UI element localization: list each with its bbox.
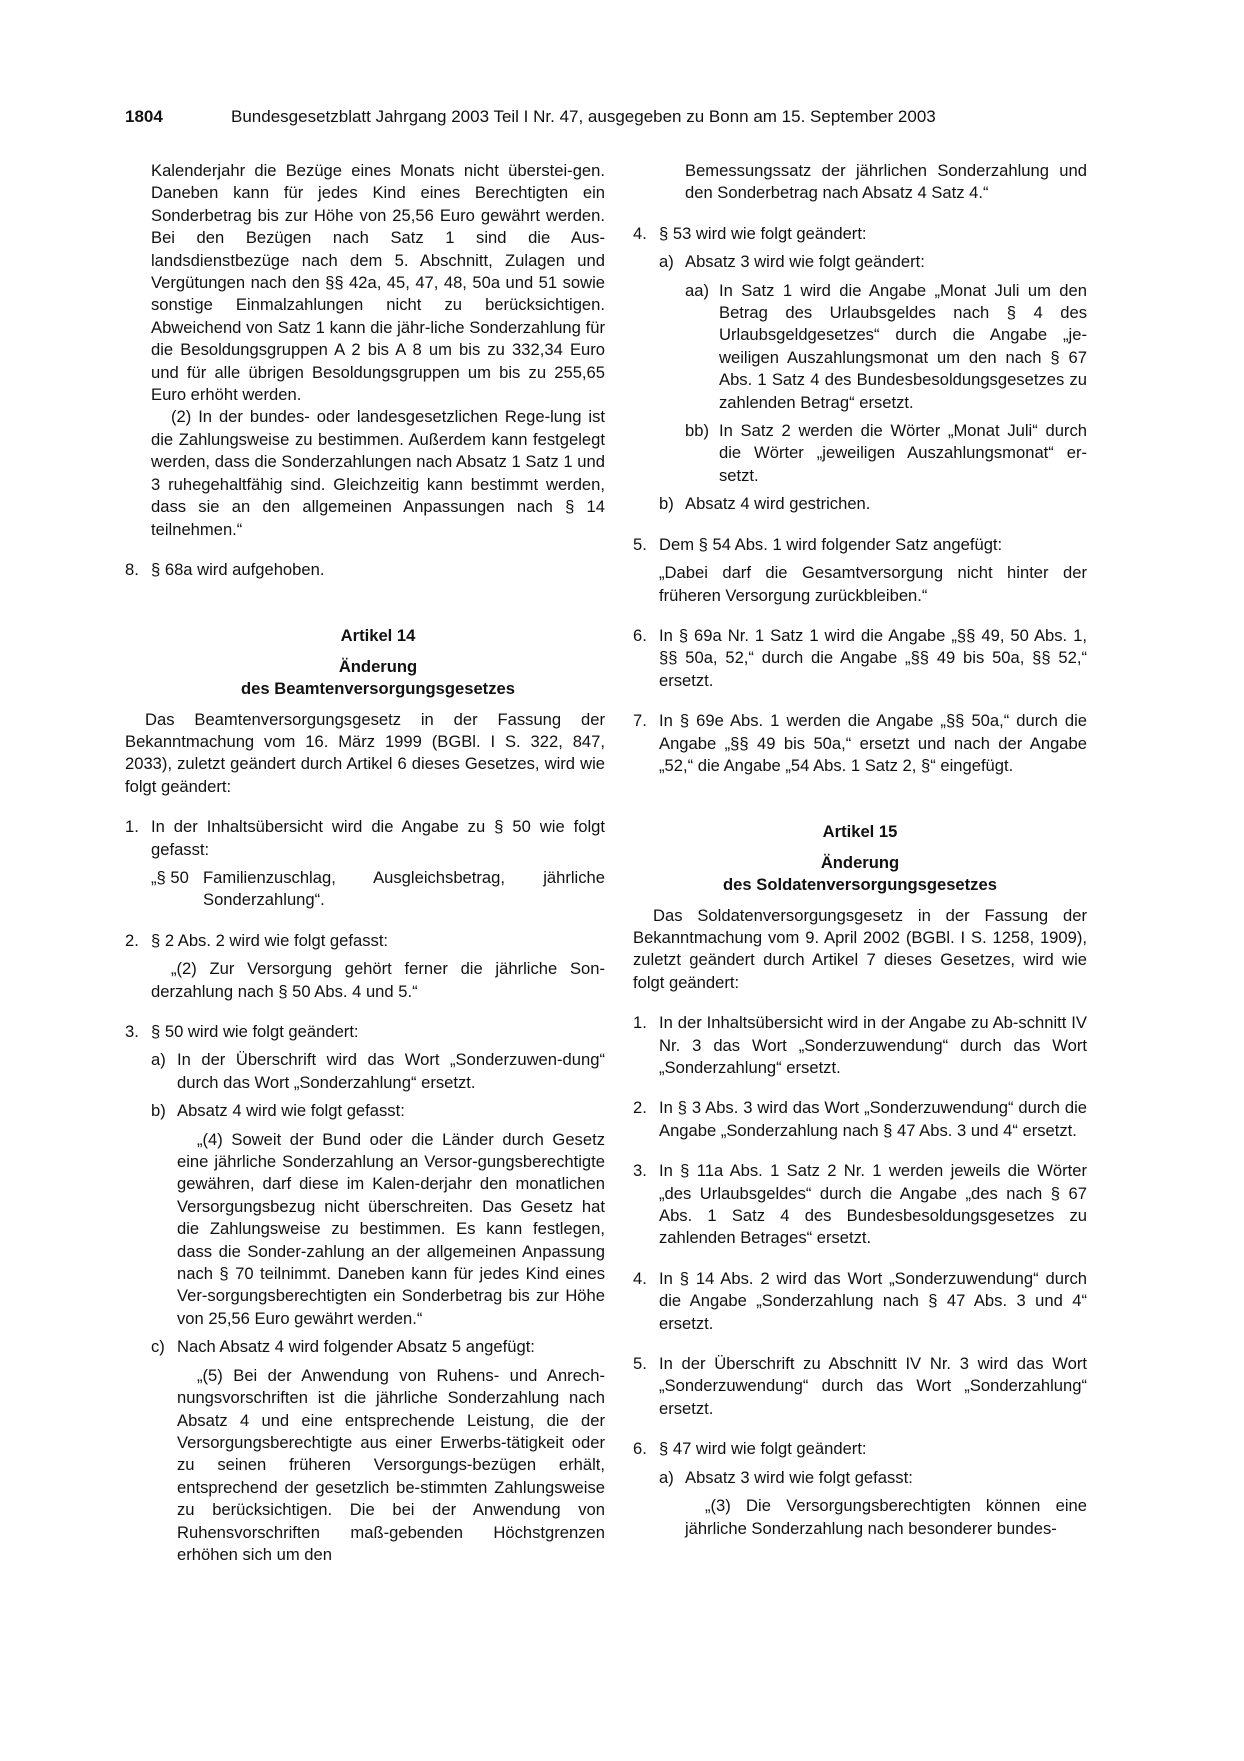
item-number: 4. <box>633 1268 647 1288</box>
page-number: 1804 <box>125 107 163 126</box>
list-item-s1 <box>633 1012 1087 1079</box>
list-item-6 <box>633 625 1087 692</box>
item-text: In Satz 1 wird die Angabe „Monat Juli um den Betrag des Urlaubsgeldes nach § 4 des Urlaubsgeldgesetzes“ durch die Angabe „je-weiligen Auszahlungsmonat um den nach § 67 Abs. 1 Satz 4 des Bundesbesoldungsgesetzes zu zahlenden Betrag“ ersetzt. <box>719 280 1087 412</box>
item-text: Absatz 4 wird gestrichen. <box>685 494 871 514</box>
item-text: In Satz 2 werden die Wörter „Monat Juli“ durch die Wörter „jeweiligen Auszahlungsmonat“ er-setzt. <box>719 421 1087 485</box>
item-number: 2. <box>125 930 139 950</box>
article-14-subtitle-2: des Beamtenversorgungsgesetzes <box>241 679 515 699</box>
item-text: § 53 wird wie folgt geändert: <box>659 223 867 243</box>
item-letter: b) <box>151 1101 166 1121</box>
list-item-8 <box>125 559 605 581</box>
list-item-s2 <box>633 1097 1087 1142</box>
article-14-subtitle: Änderung <box>338 656 418 676</box>
item-number: 1. <box>633 1013 647 1033</box>
paragraph-2: (2) In der bundes- oder landesgesetzlichen Rege-lung ist die Zahlungsweise zu bestimmen. Außerdem kann festgelegt werden, dass die Sonderzahlungen nach Absatz 1 Satz 1 und 3 ruhegehaltfähig sind. Gleichzeitig kann bestimmt werden, dass sie an den allgemeinen Anpassungen nach § 14 teilnehmen.“ <box>151 407 605 539</box>
quote-label: „§ 50 <box>151 867 189 887</box>
item-text: In § 14 Abs. 2 wird das Wort „Sonderzuwendung“ durch die Angabe „Sonderzahlung nach § 47 Abs. 3 und 4“ ersetzt. <box>659 1268 1087 1333</box>
item-text: In der Überschrift zu Abschnitt IV Nr. 3 wird das Wort „Sonderzuwendung“ durch das Wort „Sonderzahlung“ ersetzt. <box>659 1354 1087 1418</box>
article-15-intro: Das Soldatenversorgungsgesetz in der Fassung der Bekanntmachung vom 9. April 2002 (BGBl. I S. 1258, 1909), zuletzt geändert durch Artikel 7 dieses Gesetzes, wird wie folgt geändert: <box>633 905 1087 992</box>
quote-3c: „(5) Bei der Anwendung von Ruhens- und Anrech-nungsvorschriften ist die jährliche Sonderzahlung nach Absatz 4 und eine entsprechende Leistung, die der Versorgungsberechtigte aus einer Erwerbs-tätigkeit oder zu seinen früheren Versorgungs-bezügen erhält, entsprechend der gesetzlich be-stimmten Zahlungsweise zu berücksichtigen. Die bei der Anwendung von Ruhensvorschriften maß-gebenden Höchstgrenzen erhöhen sich um den <box>177 1365 605 1564</box>
article-15-subtitle-2: des Soldatenversorgungsgesetzes <box>723 875 997 895</box>
list-item-7 <box>633 710 1087 777</box>
item-letter: a) <box>659 1467 674 1487</box>
quote-s6a: „(3) Die Versorgungsberechtigten können eine jährliche Sonderzahlung nach besonderer bundes- <box>685 1496 1087 1538</box>
item-text: Dem § 54 Abs. 1 wird folgender Satz angefügt: <box>659 534 1003 554</box>
sub-item-4aa <box>685 280 1087 414</box>
item-number: 5. <box>633 534 647 554</box>
left-column <box>125 160 605 1566</box>
article-15-title: Artikel 15 <box>822 822 898 842</box>
sub-item-3b <box>151 1100 605 1122</box>
item-text: In der Inhaltsübersicht wird in der Angabe zu Ab-schnitt IV Nr. 3 das Wort „Sonderzuwendung“ durch das Wort „Sonderzahlung“ ersetzt. <box>659 1013 1087 1077</box>
item-number: 2. <box>633 1098 647 1118</box>
item-text: Nach Absatz 4 wird folgender Absatz 5 angefügt: <box>177 1337 535 1357</box>
sub-item-s6a <box>659 1467 1087 1489</box>
item-text: § 2 Abs. 2 wird wie folgt gefasst: <box>151 930 389 950</box>
running-title: Bundesgesetzblatt Jahrgang 2003 Teil I Nr. 47, ausgegeben zu Bonn am 15. September 2003 <box>231 107 936 126</box>
item-text: § 68a wird aufgehoben. <box>151 559 325 579</box>
item-letter: bb) <box>685 421 709 441</box>
item-text: Absatz 4 wird wie folgt gefasst: <box>177 1101 405 1121</box>
list-item-s4 <box>633 1268 1087 1335</box>
list-item-3 <box>125 1021 605 1043</box>
sub-item-4a <box>659 251 1087 273</box>
item-number: 4. <box>633 223 647 243</box>
item-text: In § 11a Abs. 1 Satz 2 Nr. 1 werden jeweils die Wörter „des Urlaubsgeldes“ durch die Angabe „des nach § 67 Abs. 1 Satz 4 des Bundesbesoldungsgesetzes zu zahlenden Betrages“ ersetzt. <box>659 1161 1087 1248</box>
page-header <box>125 107 1125 131</box>
sub-item-3c <box>151 1336 605 1358</box>
list-item-1 <box>125 816 605 861</box>
item-letter: a) <box>151 1050 166 1070</box>
item-letter: a) <box>659 252 674 272</box>
quote-5: „Dabei darf die Gesamtversorgung nicht hinter der früheren Versorgung zurückbleiben.“ <box>659 563 1087 605</box>
sub-item-4bb <box>685 420 1087 487</box>
item-text: In § 3 Abs. 3 wird das Wort „Sonderzuwendung“ durch die Angabe „Sonderzahlung nach § 47 Abs. 3 und 4“ ersetzt. <box>659 1098 1087 1140</box>
continued-quote: Bemessungssatz der jährlichen Sonderzahlung und den Sonderbetrag nach Absatz 4 Satz 4.“ <box>685 161 1087 203</box>
list-item-s3 <box>633 1160 1087 1250</box>
item-text: Absatz 3 wird wie folgt gefasst: <box>685 1467 913 1487</box>
item-number: 6. <box>633 1439 647 1459</box>
sub-item-4b <box>659 493 1087 515</box>
item-letter: aa) <box>685 280 709 300</box>
item-number: 5. <box>633 1354 647 1374</box>
quote-3b: „(4) Soweit der Bund oder die Länder durch Gesetz eine jährliche Sonderzahlung an Versor-gungsberechtigte gewähren, darf diese im Kalen-derjahr den monatlichen Versorgungsbezug nicht überschreiten. Das Gesetz hat die Zahlungsweise zu bestimmen. Es kann festlegen, dass die Sonder-zahlung an der allgemeinen Anpassung nach § 70 teilnimmt. Daneben kann für jedes Kind eines Ver-sorgungsberechtigten ein Sonderbetrag bis zur Höhe von 25,56 Euro gewährt werden.“ <box>177 1129 605 1328</box>
list-item-5 <box>633 534 1087 556</box>
right-column <box>633 160 1087 1540</box>
item-letter: b) <box>659 494 674 514</box>
article-14-intro: Das Beamtenversorgungsgesetz in der Fassung der Bekanntmachung vom 16. März 1999 (BGBl. I S. 322, 847, 2033), zuletzt geändert durch Artikel 6 dieses Gesetzes, wird wie folgt geändert: <box>125 709 605 796</box>
quote-1 <box>151 867 605 912</box>
continued-paragraph: Kalenderjahr die Bezüge eines Monats nicht überstei-gen. Daneben kann für jedes Kind eines Berechtigten ein Sonderbetrag bis zur Höhe von 25,56 Euro gewährt werden. Bei den Bezügen nach Satz 1 sind die Aus-landsdienstbezüge nach dem 5. Abschnitt, Zulagen und Vergütungen nach den §§ 42a, 45, 47, 48, 50a und 51 sowie sonstige Einmalzahlungen nicht zu berücksichtigen. Abweichend von Satz 1 kann die jähr-liche Sonderzahlung für die Besoldungsgruppen A 2 bis A 8 um bis zu 332,34 Euro und für alle übrigen Besoldungsgruppen um bis zu 255,65 Euro erhöht werden. <box>151 161 605 405</box>
item-text: In § 69e Abs. 1 werden die Angabe „§§ 50a,“ durch die Angabe „§§ 49 bis 50a,“ ersetzt und nach der Angabe „52,“ die Angabe „54 Abs. 1 Satz 2, §“ eingefügt. <box>659 711 1087 775</box>
item-number: 3. <box>633 1161 647 1181</box>
item-letter: c) <box>151 1337 165 1357</box>
item-number: 1. <box>125 817 139 837</box>
item-number: 6. <box>633 625 647 645</box>
item-text: In § 69a Nr. 1 Satz 1 wird die Angabe „§§ 49, 50 Abs. 1, §§ 50a, 52,“ durch die Angabe „§§ 49 bis 50a, §§ 52,“ ersetzt. <box>659 625 1087 690</box>
quote-text: Familienzuschlag, Ausgleichsbetrag, jährliche Sonderzahlung“. <box>203 867 605 910</box>
item-number: 3. <box>125 1022 139 1041</box>
sub-item-3a <box>151 1049 605 1094</box>
list-item-s6 <box>633 1438 1087 1460</box>
item-text: In der Überschrift wird das Wort „Sonderzuwen-dung“ durch das Wort „Sonderzahlung“ ersetzt. <box>177 1050 605 1092</box>
item-text: § 47 wird wie folgt geändert: <box>659 1439 867 1459</box>
item-text: § 50 wird wie folgt geändert: <box>151 1022 359 1041</box>
quote-2: „(2) Zur Versorgung gehört ferner die jährliche Son-derzahlung nach § 50 Abs. 4 und 5.“ <box>151 959 605 1001</box>
item-number: 8. <box>125 559 139 579</box>
item-text: In der Inhaltsübersicht wird die Angabe zu § 50 wie folgt gefasst: <box>151 817 605 859</box>
list-item-s5 <box>633 1353 1087 1420</box>
item-number: 7. <box>633 711 647 731</box>
article-15-subtitle: Änderung <box>820 852 900 872</box>
item-text: Absatz 3 wird wie folgt geändert: <box>685 252 925 272</box>
list-item-4 <box>633 223 1087 245</box>
article-14-title: Artikel 14 <box>340 626 416 646</box>
list-item-2 <box>125 930 605 952</box>
